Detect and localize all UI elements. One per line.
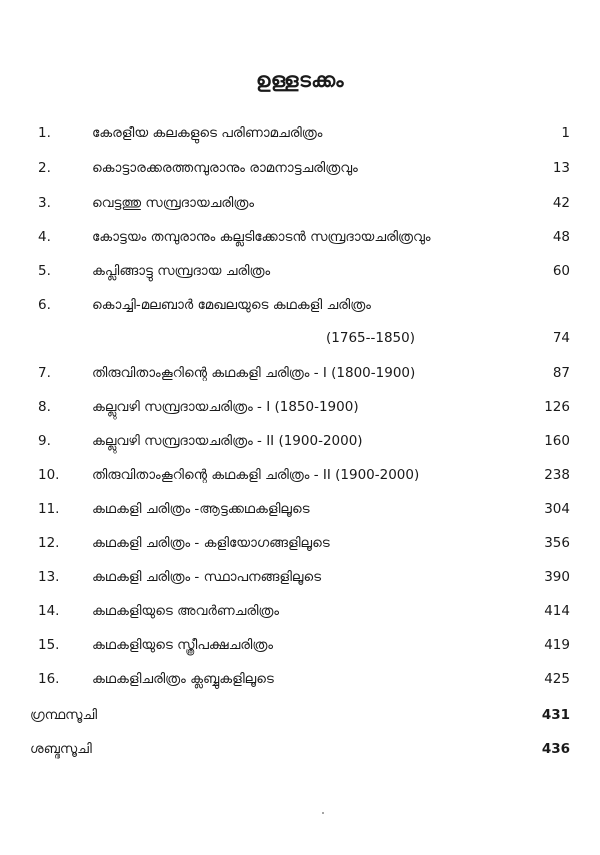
entry-number: 2.: [38, 160, 51, 176]
entry-title: കോട്ടയം തമ്പുരാനും കല്ലടിക്കോടൻ സമ്പ്രദായചരിത്രവും: [92, 229, 431, 245]
entry-number: 10.: [38, 467, 60, 483]
toc-entry[interactable]: [0, 297, 600, 321]
entry-title: കഥകളി ചരിത്രം - സ്ഥാപനങ്ങളിലൂടെ: [92, 569, 322, 585]
entry-title: കൊച്ചി-മലബാർ മേഖലയുടെ കഥകളി ചരിത്രം: [92, 297, 371, 313]
entry-title: കൊട്ടാരക്കരത്തമ്പുരാനും രാമനാട്ടചരിത്രവും: [92, 160, 358, 176]
entry-number: 1.: [38, 125, 51, 141]
entry-title: കഥകളിചരിത്രം ക്ലബ്ബുകളിലൂടെ: [92, 671, 274, 687]
entry-page: 356: [544, 535, 570, 551]
toc-entry[interactable]: [0, 671, 600, 695]
toc-entry[interactable]: [0, 229, 600, 253]
entry-title: കപ്ലിങ്ങാട്ടു സമ്പ്രദായ ചരിത്രം: [92, 263, 271, 279]
entry-title-continuation: (1765--1850): [326, 330, 415, 346]
toc-back-matter-bibliography[interactable]: [0, 707, 600, 731]
toc-entry[interactable]: [0, 433, 600, 457]
entry-page: 425: [544, 671, 570, 687]
toc-entry[interactable]: [0, 467, 600, 491]
entry-title: കഥകളി ചരിത്രം -ആട്ടക്കഥകളിലൂടെ: [92, 501, 310, 517]
entry-number: 6.: [38, 297, 51, 313]
entry-page: 1: [561, 125, 570, 141]
entry-page: 48: [552, 229, 570, 245]
toc-entry[interactable]: [0, 125, 600, 149]
entry-number: 13.: [38, 569, 60, 585]
entry-title: കഥകളിയുടെ അവർണചരിത്രം: [92, 603, 280, 619]
entry-title: തിരുവിതാംകൂറിന്റെ കഥകളി ചരിത്രം - II (1900-2000): [92, 467, 420, 483]
entry-page: 436: [541, 741, 570, 757]
entry-page: 87: [552, 365, 570, 381]
entry-number: 12.: [38, 535, 60, 551]
entry-page: 60: [552, 263, 570, 279]
entry-title: കല്ലുവഴി സമ്പ്രദായചരിത്രം - I (1850-1900): [92, 399, 359, 415]
entry-title: കേരളീയ കലകളുടെ പരിണാമചരിത്രം: [92, 125, 323, 141]
entry-number: 16.: [38, 671, 60, 687]
entry-page: 74: [552, 330, 570, 346]
toc-entry[interactable]: [0, 263, 600, 287]
toc-entry[interactable]: [0, 365, 600, 389]
toc-entry[interactable]: [0, 195, 600, 219]
toc-back-matter-index[interactable]: [0, 741, 600, 765]
entry-number: 5.: [38, 263, 51, 279]
entry-page: 13: [552, 160, 570, 176]
entry-title: തിരുവിതാംകൂറിന്റെ കഥകളി ചരിത്രം - I (1800-1900): [92, 365, 416, 381]
entry-number: 3.: [38, 195, 51, 211]
entry-page: 238: [544, 467, 570, 483]
toc-entry[interactable]: [0, 501, 600, 525]
entry-page: 126: [544, 399, 570, 415]
entry-number: 4.: [38, 229, 51, 245]
paper-speck: [322, 812, 324, 814]
entry-number: 7.: [38, 365, 51, 381]
entry-page: 431: [541, 707, 570, 723]
entry-number: 11.: [38, 501, 60, 517]
entry-page: 414: [544, 603, 570, 619]
entry-page: 160: [544, 433, 570, 449]
entry-page: 390: [544, 569, 570, 585]
entry-number: 8.: [38, 399, 51, 415]
entry-number: 15.: [38, 637, 60, 653]
entry-number: 9.: [38, 433, 51, 449]
page-title: ഉള്ളടക്കം: [255, 68, 345, 92]
entry-title: ശബ്ദസൂചി: [30, 741, 92, 757]
toc-entry[interactable]: [0, 603, 600, 627]
entry-title: ഗ്രന്ഥസൂചി: [30, 707, 98, 723]
entry-page: 419: [544, 637, 570, 653]
entry-title: കഥകളിയുടെ സ്ത്രീപക്ഷചരിത്രം: [92, 637, 274, 653]
entry-page: 304: [544, 501, 570, 517]
toc-entry[interactable]: [0, 535, 600, 559]
toc-entry[interactable]: [0, 569, 600, 593]
toc-entry[interactable]: [0, 160, 600, 184]
toc-entry[interactable]: [0, 637, 600, 661]
entry-title: കഥകളി ചരിത്രം - കളിയോഗങ്ങളിലൂടെ: [92, 535, 330, 551]
toc-entry[interactable]: [0, 399, 600, 423]
entry-title: വെട്ടത്തു സമ്പ്രദായചരിത്രം: [92, 195, 254, 211]
entry-number: 14.: [38, 603, 60, 619]
entry-title: കല്ലുവഴി സമ്പ്രദായചരിത്രം - II (1900-2000): [92, 433, 363, 449]
entry-page: 42: [552, 195, 570, 211]
